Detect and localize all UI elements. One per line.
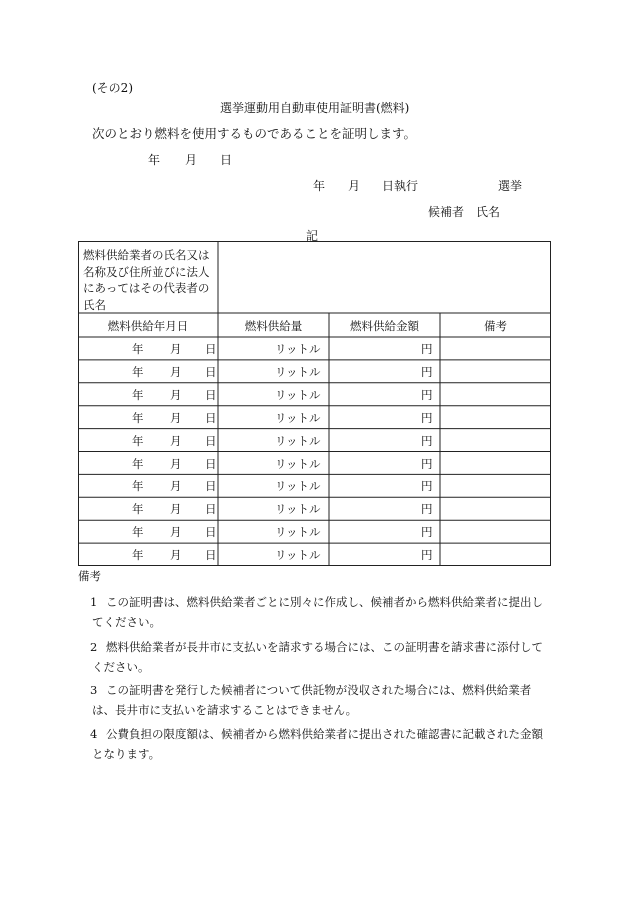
row-yen-unit: 円 (421, 502, 433, 517)
table-row[interactable] (78, 406, 551, 429)
supplier-label: 燃料供給業者の氏名又は名称及び住所並びに法人にあってはその代表者の氏名 (83, 248, 210, 312)
row-yen-unit: 円 (421, 387, 433, 402)
note-text-cont: は、長井市に支払いを請求することはできません。 (92, 703, 358, 717)
table-row[interactable] (78, 543, 551, 566)
row-month: 月 (170, 387, 182, 402)
election-month: 月 (348, 179, 361, 193)
row-month: 月 (170, 525, 182, 540)
row-day: 日 (205, 456, 217, 471)
row-liter-unit: リットル (275, 479, 321, 494)
note-item-4 (90, 724, 552, 764)
row-day: 日 (205, 387, 217, 402)
notes-heading: 備考 (78, 569, 101, 583)
note-num: 3 (90, 683, 98, 697)
table-row[interactable] (78, 360, 551, 383)
row-year: 年 (132, 525, 144, 540)
row-month: 月 (170, 479, 182, 494)
row-month: 月 (170, 433, 182, 448)
note-text: この証明書を発行した候補者について供託物が没収された場合には、燃料供給業者 (106, 683, 532, 697)
row-day: 日 (205, 342, 217, 356)
row-day: 日 (205, 548, 217, 563)
row-year: 年 (132, 387, 144, 402)
date-year: 年 (148, 153, 161, 167)
row-month: 月 (170, 364, 182, 379)
row-day: 日 (205, 479, 217, 494)
ki-mark: 記 (306, 229, 319, 243)
row-year: 年 (132, 479, 144, 494)
row-yen-unit: 円 (421, 479, 433, 494)
election-label: 選挙 (498, 179, 523, 193)
document-title: 選挙運動用自動車使用証明書(燃料) (220, 101, 410, 115)
date-month: 月 (185, 153, 198, 167)
row-liter-unit: リットル (275, 387, 321, 402)
row-yen-unit: 円 (421, 364, 433, 379)
row-month: 月 (170, 548, 182, 563)
note-text-cont: となります。 (92, 747, 161, 761)
row-month: 月 (170, 342, 182, 356)
note-num: 4 (90, 727, 98, 741)
row-month: 月 (170, 456, 182, 471)
note-text-cont: ください。 (92, 660, 150, 674)
row-day: 日 (205, 433, 217, 448)
note-text: この証明書は、燃料供給業者ごとに別々に作成し、候補者から燃料供給業者に提出し (106, 595, 543, 609)
row-month: 月 (170, 502, 182, 517)
row-yen-unit: 円 (421, 342, 433, 356)
row-yen-unit: 円 (421, 548, 433, 563)
row-year: 年 (132, 342, 144, 356)
note-item-3 (90, 680, 552, 720)
name-label: 氏名 (476, 205, 501, 219)
table-row[interactable] (78, 520, 551, 543)
row-yen-unit: 円 (421, 456, 433, 471)
row-year: 年 (132, 502, 144, 517)
note-num: 2 (90, 640, 98, 654)
candidate-label: 候補者 (428, 205, 465, 219)
row-year: 年 (132, 548, 144, 563)
table-row[interactable] (78, 383, 551, 406)
row-day: 日 (205, 525, 217, 540)
row-day: 日 (205, 410, 217, 425)
row-liter-unit: リットル (275, 364, 321, 379)
note-item-1 (90, 592, 552, 632)
row-liter-unit: リットル (275, 502, 321, 517)
row-year: 年 (132, 433, 144, 448)
header-date: 燃料供給年月日 (107, 319, 189, 333)
table-row[interactable] (78, 474, 551, 497)
row-liter-unit: リットル (275, 342, 321, 356)
row-liter-unit: リットル (275, 433, 321, 448)
date-day: 日 (220, 153, 233, 167)
row-liter-unit: リットル (275, 525, 321, 540)
intro-text: 次のとおり燃料を使用するものであることを証明します。 (92, 126, 417, 141)
row-year: 年 (132, 364, 144, 379)
row-month: 月 (170, 410, 182, 425)
row-yen-unit: 円 (421, 525, 433, 540)
header-amount: 燃料供給金額 (350, 319, 419, 333)
note-num: 1 (90, 595, 98, 609)
row-day: 日 (205, 502, 217, 517)
sub-number: (その2) (92, 81, 133, 95)
row-yen-unit: 円 (421, 433, 433, 448)
election-day: 日執行 (382, 179, 419, 193)
note-item-2 (90, 637, 552, 677)
election-year: 年 (313, 179, 326, 193)
row-year: 年 (132, 456, 144, 471)
row-day: 日 (205, 364, 217, 379)
row-liter-unit: リットル (275, 410, 321, 425)
table-row[interactable] (78, 497, 551, 520)
header-quantity: 燃料供給量 (244, 319, 303, 333)
supplier-field[interactable] (219, 242, 550, 312)
note-text: 燃料供給業者が長井市に支払いを請求する場合には、この証明書を請求書に添付して (106, 640, 543, 654)
table-row[interactable] (78, 429, 551, 452)
table-row[interactable] (78, 452, 551, 475)
row-year: 年 (132, 410, 144, 425)
note-text-cont: てください。 (92, 615, 161, 629)
table-row[interactable] (78, 337, 551, 360)
header-remarks: 備考 (484, 319, 507, 333)
row-liter-unit: リットル (275, 456, 321, 471)
row-yen-unit: 円 (421, 410, 433, 425)
note-text: 公費負担の限度額は、候補者から燃料供給業者に提出された確認書に記載された金額 (106, 727, 543, 741)
row-liter-unit: リットル (275, 548, 321, 563)
